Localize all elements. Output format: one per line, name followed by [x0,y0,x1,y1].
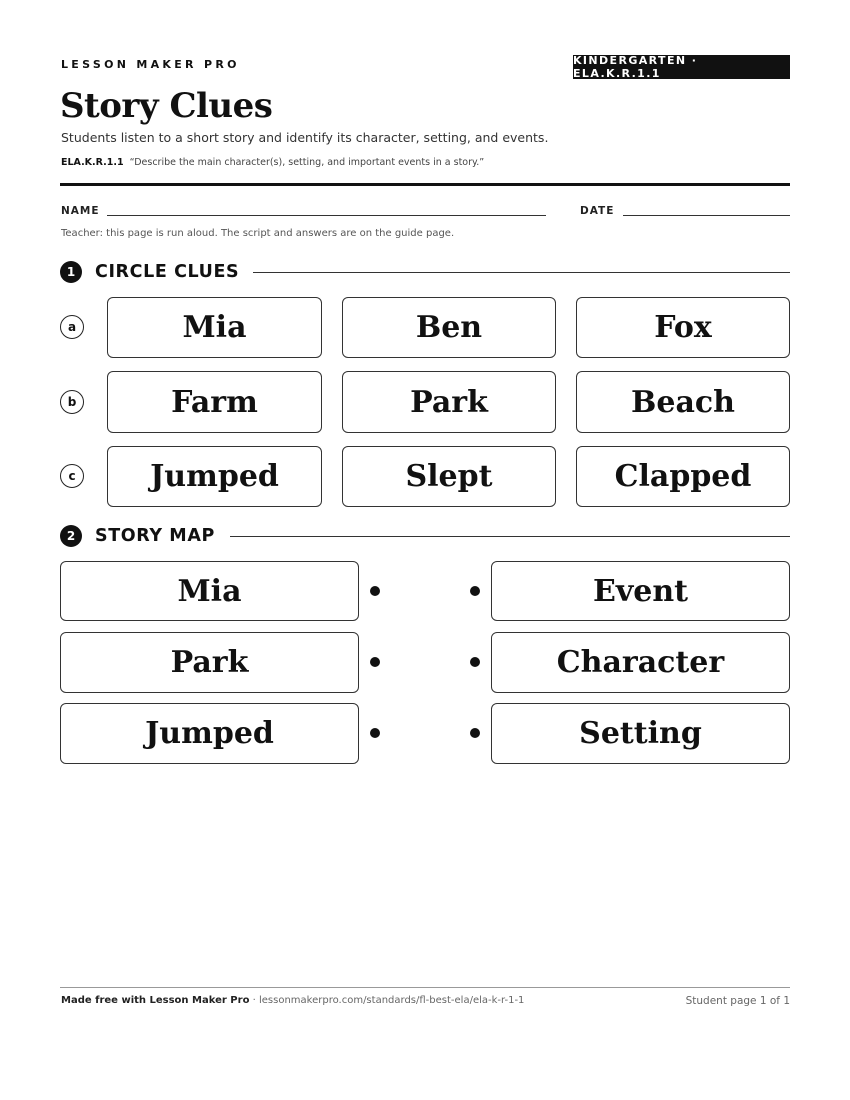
section-2-title: STORY MAP [95,526,215,546]
footer-brand: Made free with Lesson Maker Pro [61,995,250,1006]
section-1-header [60,261,239,283]
match-dot-right[interactable] [470,657,480,667]
story-map-left-card[interactable]: Jumped [60,703,359,764]
clue-option-card[interactable]: Slept [342,446,556,507]
section-1-rule [253,272,790,273]
footer-page-number: Student page 1 of 1 [685,995,790,1007]
story-map-left-card[interactable]: Park [60,632,359,693]
grade-standard-badge: KINDERGARTEN · ELA.K.R.1.1 [573,55,790,79]
clue-option-card[interactable]: Clapped [576,446,790,507]
page-title: Story Clues [60,86,273,126]
story-map-right-card[interactable]: Character [491,632,790,693]
footer-credit [61,995,524,1006]
match-dot-right[interactable] [470,728,480,738]
teacher-note: Teacher: this page is run aloud. The script and answers are on the guide page. [61,228,455,239]
match-dot-left[interactable] [370,586,380,596]
row-letter-c: c [60,464,84,488]
standard-code: ELA.K.R.1.1 [61,157,124,168]
footer-url[interactable]: · lessonmakerpro.com/standards/fl-best-ela/ela-k-r-1-1 [249,995,525,1006]
section-1-number: 1 [60,261,82,283]
clue-option-card[interactable]: Beach [576,371,790,433]
header-divider [60,183,790,186]
standard-line [61,157,484,168]
standard-text: “Describe the main character(s), setting, and important events in a story.” [129,157,485,168]
clue-option-card[interactable]: Park [342,371,556,433]
footer-divider [60,987,790,988]
match-dot-right[interactable] [470,586,480,596]
clue-option-card[interactable]: Mia [107,297,322,358]
section-2-header [60,525,215,547]
name-label: NAME [61,205,100,217]
row-letter-a: a [60,315,84,339]
section-2-number: 2 [60,525,82,547]
story-map-right-card[interactable]: Event [491,561,790,621]
story-map-right-card[interactable]: Setting [491,703,790,764]
section-2-rule [230,536,790,537]
row-letter-b: b [60,390,84,414]
name-field[interactable] [107,215,546,216]
story-map-left-card[interactable]: Mia [60,561,359,621]
clue-option-card[interactable]: Ben [342,297,556,358]
page-subtitle: Students listen to a short story and identify its character, setting, and events. [61,130,549,145]
date-field[interactable] [623,215,790,216]
match-dot-left[interactable] [370,657,380,667]
match-dot-left[interactable] [370,728,380,738]
brand-name: LESSON MAKER PRO [61,58,240,71]
clue-option-card[interactable]: Farm [107,371,322,433]
section-1-title: CIRCLE CLUES [95,262,240,282]
clue-option-card[interactable]: Jumped [107,446,322,507]
date-label: DATE [580,205,615,217]
clue-option-card[interactable]: Fox [576,297,790,358]
